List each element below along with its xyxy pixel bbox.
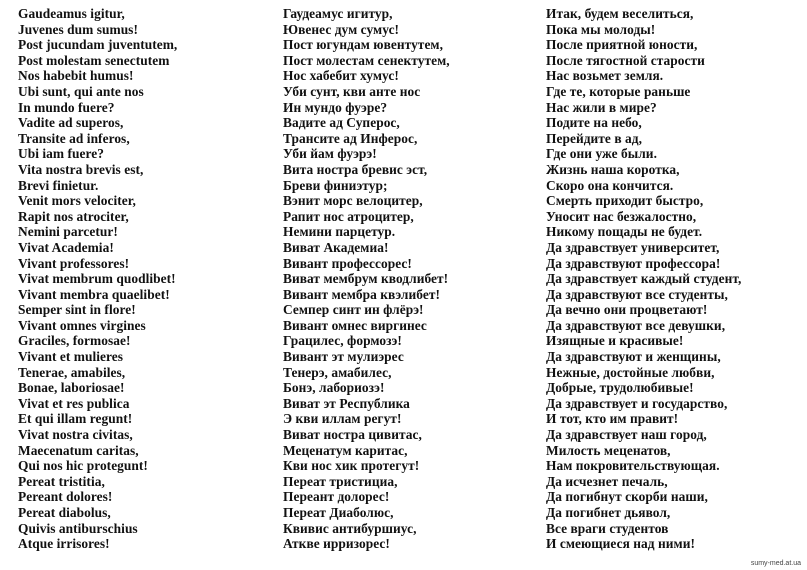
verse-line: Vivant omnes virgines — [18, 317, 146, 333]
verse-line: Да здравствует университет, — [546, 239, 720, 255]
verse-line: Все враги студентов — [546, 520, 669, 536]
verse-line: Vivat nostra civitas, — [18, 427, 133, 443]
verse-line: Transite ad inferos, — [18, 130, 130, 146]
transliteration-text-column — [283, 6, 450, 552]
verse-line: Да здравствуют все девушки, — [546, 317, 726, 333]
verse-line: Да здравствует каждый студент, — [546, 271, 742, 287]
verse-line: Нам покровительствующая. — [546, 458, 720, 474]
verse-line: Уби сунт, кви анте нос — [283, 83, 421, 99]
verse-line: Немини парцетур. — [283, 224, 396, 240]
verse-line: Да здравствует и государство, — [546, 395, 728, 411]
verse-line: Вивант мембра квэлибет! — [283, 286, 440, 302]
verse-line: Виват мембрум кводлибет! — [283, 271, 449, 287]
verse-line: Переат Диаболюс, — [283, 505, 394, 520]
verse-line: Post jucundam juventutem, — [18, 37, 178, 53]
verse-line: Рапит нос атроцитер, — [283, 208, 414, 224]
verse-line: И смеющиеся над ними! — [546, 536, 695, 552]
verse-line: Нас жили в мире? — [546, 99, 657, 115]
verse-line: Бонэ, лабориозэ! — [283, 380, 385, 396]
verse-line: Добрые, трудолюбивые! — [546, 380, 694, 396]
verse-line: Vita nostra brevis est, — [18, 161, 144, 177]
verse-line: Нос хабебит хумус! — [283, 68, 399, 84]
verse-line: Pereat diabolus, — [18, 505, 111, 520]
verse-line: Где те, которые раньше — [546, 83, 691, 99]
verse-line: Pereat tristitia, — [18, 473, 105, 489]
verse-line: Виват Академиа! — [283, 239, 389, 255]
verse-line: Ubi sunt, qui ante nos — [18, 83, 144, 99]
verse-line: Вивант профессорес! — [283, 255, 412, 271]
verse-line: Venit mors velociter, — [18, 193, 136, 209]
verse-line: Да здравствует наш город, — [546, 427, 707, 443]
verse-line: Brevi finietur. — [18, 177, 99, 193]
verse-line: Милость меценатов, — [546, 442, 671, 458]
verse-line: Vivant membra quaelibet! — [18, 286, 170, 302]
verse-line: Nemini parcetur! — [18, 224, 118, 240]
russian-translation-column — [546, 6, 741, 552]
verse-line: Pereant dolores! — [18, 489, 113, 505]
verse-line: Меценатум каритас, — [283, 442, 408, 458]
verse-line: После тягостной старости — [546, 52, 705, 68]
verse-line: Rapit nos atrociter, — [18, 208, 129, 224]
verse-line: Вивант омнес виргинес — [283, 317, 427, 333]
verse-line: Да погибнет дьявол, — [546, 505, 671, 520]
verse-line: Semper sint in flore! — [18, 302, 136, 318]
verse-line: Ubi iam fuere? — [18, 146, 104, 162]
verse-line: Gaudeamus igitur, — [18, 6, 125, 21]
verse-line: Vadite ad superos, — [18, 115, 124, 131]
verse-line: Graciles, formosae! — [18, 333, 131, 349]
verse-line: Vivat et res publica — [18, 395, 130, 411]
verse-line: Qui nos hic protegunt! — [18, 458, 148, 474]
verse-line: Перейдите в ад, — [546, 130, 642, 146]
verse-line: Уносит нас безжалостно, — [546, 208, 697, 224]
verse-line: Подите на небо, — [546, 115, 642, 131]
verse-line: Да вечно они процветают! — [546, 302, 708, 318]
verse-line: Да здравствуют профессора! — [546, 255, 721, 271]
verse-line: Э кви иллам регут! — [283, 411, 402, 427]
verse-line: Пока мы молоды! — [546, 21, 656, 37]
verse-line: Кви нос хик протегут! — [283, 458, 420, 474]
verse-line: Смерть приходит быстро, — [546, 193, 704, 209]
verse-line: Да здравствуют и женщины, — [546, 349, 721, 365]
verse-line: Виват эт Республика — [283, 395, 410, 411]
verse-line: Nos habebit humus! — [18, 68, 134, 84]
verse-line: Итак, будем веселиться, — [546, 6, 694, 21]
verse-line: Квивис антибуршиус, — [283, 520, 417, 536]
verse-line: Bonae, laboriosae! — [18, 380, 125, 396]
verse-line: И тот, кто им правит! — [546, 411, 679, 427]
verse-line: Тенерэ, амабилес, — [283, 364, 392, 380]
site-watermark: sumy-med.at.ua — [750, 560, 801, 567]
verse-line: Гаудеамус игитур, — [283, 6, 393, 21]
verse-line: Семпер синт ин флёрэ! — [283, 302, 424, 318]
verse-line: Juvenes dum sumus! — [18, 21, 138, 37]
verse-line: In mundo fuere? — [18, 99, 115, 115]
verse-line: Да погибнут скорби наши, — [546, 489, 708, 505]
verse-line: Аткве ирризорес! — [283, 536, 390, 552]
verse-line: Нежные, достойные любви, — [546, 364, 715, 380]
verse-line: Post molestam senectutem — [18, 52, 170, 68]
verse-line: Вадите ад Суперос, — [283, 115, 400, 131]
verse-line: Пост югундам ювентутем, — [283, 37, 443, 53]
verse-line: Да исчезнет печаль, — [546, 473, 668, 489]
verse-line: Никому пощады не будет. — [546, 224, 703, 240]
verse-line: После приятной юности, — [546, 37, 698, 53]
verse-line: Atque irrisores! — [18, 536, 110, 552]
verse-line: Maecenatum caritas, — [18, 442, 139, 458]
verse-line: Пост молестам сенектутем, — [283, 52, 450, 68]
verse-line: Et qui illam regunt! — [18, 411, 133, 427]
verse-line: Ин мундо фуэре? — [283, 99, 388, 115]
verse-line: Уби йам фуэрэ! — [283, 146, 377, 162]
verse-line: Вивант эт мулиэрес — [283, 349, 404, 365]
verse-line: Изящные и красивые! — [546, 333, 684, 349]
verse-line: Нас возьмет земля. — [546, 68, 664, 84]
latin-text-column — [18, 6, 177, 552]
verse-line: Vivat Academia! — [18, 239, 114, 255]
verse-line: Грацилес, формозэ! — [283, 333, 402, 349]
verse-line: Трансите ад Инферос, — [283, 130, 418, 146]
verse-line: Бреви финиэтур; — [283, 177, 388, 193]
verse-line: Vivant et mulieres — [18, 349, 124, 365]
verse-line: Где они уже были. — [546, 146, 657, 162]
verse-line: Виват ностра цивитас, — [283, 427, 422, 443]
verse-line: Tenerae, amabiles, — [18, 364, 126, 380]
verse-line: Vivant professores! — [18, 255, 130, 271]
verse-line: Quivis antiburschius — [18, 520, 138, 536]
verse-line: Переат тристициа, — [283, 473, 398, 489]
verse-line: Вита ностра бревис эст, — [283, 161, 428, 177]
verse-line: Жизнь наша коротка, — [546, 161, 680, 177]
verse-line: Вэнит морс велоцитер, — [283, 193, 423, 209]
verse-line: Переант долорес! — [283, 489, 390, 505]
verse-line: Ювенес дум сумус! — [283, 21, 400, 37]
verse-line: Vivat membrum quodlibet! — [18, 271, 176, 287]
verse-line: Скоро она кончится. — [546, 177, 674, 193]
verse-line: Да здравствуют все студенты, — [546, 286, 728, 302]
